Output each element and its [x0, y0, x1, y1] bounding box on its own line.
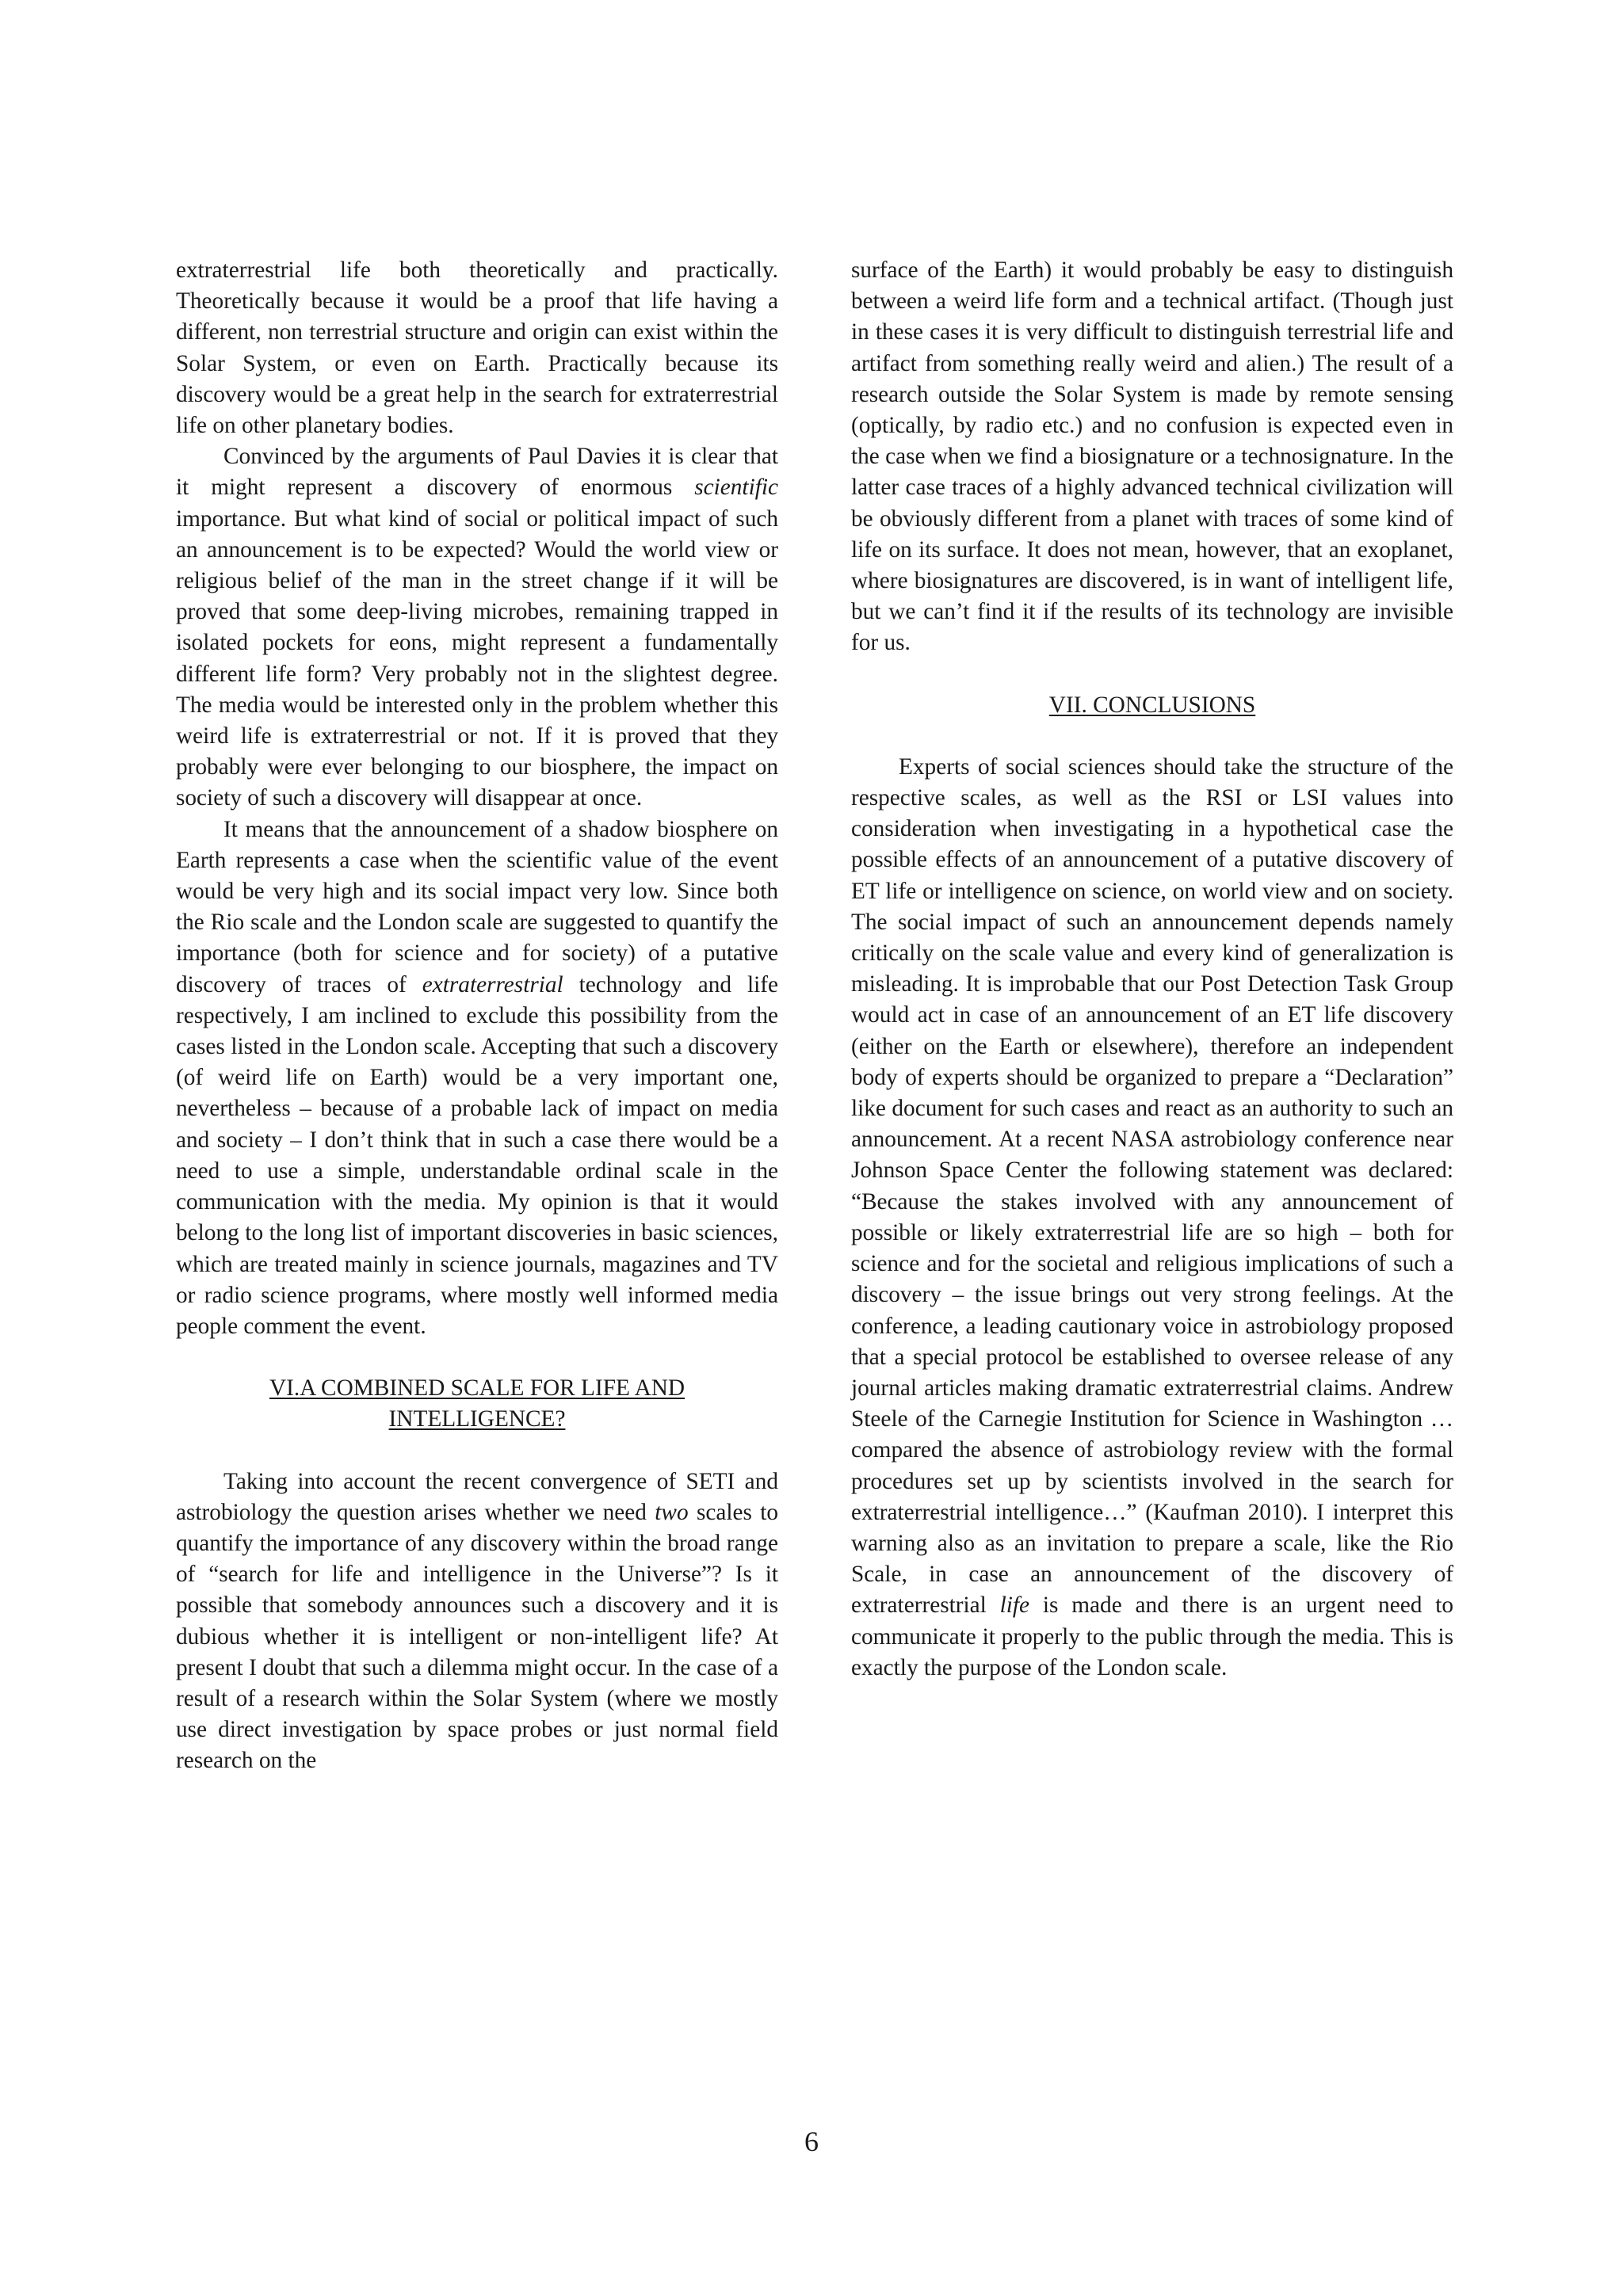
text-run: Taking into account the recent convergence of SETI and astrobiology the question arises whether we need — [176, 1468, 778, 1525]
paragraph-continued: surface of the Earth) it would probably be easy to distinguish between a weird life form and a technical artifact. (Though just in these cases it is very difficult to distinguish terrestrial life and artifact from something really weird and alien.) The result of a research outside the Solar System is made by remote sensing (optically, by radio etc.) and no confusion is expected even in the case when we find a biosignature or a technosignature. In the latter case traces of a highly advanced technical civilization will be obviously different from a planet with traces of some kind of life on its surface. It does not mean, however, that an exoplanet, where biosignatures are discovered, is in want of intelligent life, but we can’t find it if the results of its technology are invisible for us. — [851, 257, 1453, 656]
emphasis-two: two — [655, 1499, 689, 1525]
emphasis-scientific: scientific — [694, 475, 778, 501]
paragraph-continued: extraterrestrial life both theoretically and practically. Theoretically because it would be a proof that life having a different, non terrestrial structure and origin can exist within the Solar System, or even on Earth. Practically because its discovery would be a great help in the search for extraterrestrial life on other planetary bodies. — [176, 257, 778, 439]
paragraph-convergence — [176, 1466, 778, 1777]
text-run: technology and life respectively, I am inclined to exclude this possibility from the cases listed in the London scale. Accepting that such a discovery (of weird life on Earth) would be a very important one, nevertheless – because of a probable lack of impact on media and society – I don’t think that in such a case there would be a need to use a simple, understandable ordinal scale in the communication with the media. My opinion is that it would belong to the long list of important discoveries in basic sciences, which are treated mainly in science journals, magazines and TV or radio science programs, where mostly well informed media people comment the event. — [176, 971, 778, 1339]
text-run: Experts of social sciences should take the structure of the respective scales, as well as the RSI or LSI values into consideration when investigating in a hypothetical case the possible effects of an announcement of a putative discovery of ET life or intelligence on science, on world view and on society. The social impact of such an announcement depends namely critically on the scale value and every kind of generalization is misleading. It is improbable that our Post Detection Task Group would act in case of an announcement of an ET life discovery (either on the Earth or elsewhere), therefore an independent body of experts should be organized to prepare a “Declaration” like document for such cases and react as an authority to such an announcement. At a recent NASA astrobiology conference near Johnson Space Center the following statement was declared: “Because the stakes involved with any announcement of possible or likely extraterrestrial life are so high – both for science and for the societal and religious implications of such a discovery – the issue brings out very strong feelings. At the conference, a leading cautionary voice in astrobiology proposed that a special protocol be established to oversee release of any journal articles making dramatic extraterrestrial claims. Andrew Steele of the Carnegie Institution for Science in Washington … compared the absence of astrobiology review with the formal procedures set up by scientists involved in the search for extraterrestrial intelligence…” (Kaufman 2010). I interpret this warning also as an invitation to prepare a scale, like the Rio Scale, in case an announcement of the discovery of extraterrestrial — [851, 753, 1453, 1619]
page-number: 6 — [804, 2126, 819, 2157]
text-run: Convinced by the arguments of Paul Davies it is clear that it might represent a discovery of enormous — [176, 444, 778, 501]
paragraph-davies — [176, 441, 778, 814]
left-column — [176, 255, 778, 1777]
text-run: is made and there is an urgent need to communicate it properly to the public through the media. This is exactly the purpose of the London scale. — [851, 1592, 1453, 1680]
text-run: scales to quantify the importance of any discovery within the broad range of “search for life and intelligence in the Universe”? Is it possible that somebody announces such a discovery and it is dubious whether it is intelligent or non-intelligent life? At present I doubt that such a dilemma might occur. In the case of a result of a research within the Solar System (where we mostly use direct investigation by space probes or just normal field research on the — [176, 1499, 778, 1774]
section-heading-conclusions — [851, 690, 1453, 721]
text-run: importance. But what kind of social or political impact of such an announcement is to be expected? Would the world view or religious belief of the man in the street change if it will be proved that some deep-living microbes, remaining trapped in isolated pockets for eons, might represent a fundamentally different life form? Very probably not in the slightest degree. The media would be interested only in the problem whether this weird life is extraterrestrial or not. If it is proved that they probably were ever belonging to our biosphere, the impact on society of such a discovery will disappear at once. — [176, 505, 778, 811]
paragraph-shadow-biosphere — [176, 814, 778, 1342]
emphasis-extraterrestrial: extraterrestrial — [422, 971, 563, 997]
heading-line: VI.A COMBINED SCALE FOR LIFE AND — [269, 1375, 685, 1402]
emphasis-life: life — [999, 1592, 1030, 1619]
right-column — [851, 255, 1453, 1684]
heading-line: INTELLIGENCE? — [388, 1406, 566, 1432]
section-heading-combined-scale — [176, 1373, 778, 1435]
paragraph-conclusions — [851, 752, 1453, 1684]
heading-line: VII. CONCLUSIONS — [1048, 692, 1256, 718]
text-run: It means that the announcement of a shadow biosphere on Earth represents a case when the scientific value of the event would be very high and its social impact very low. Since both the Rio scale and the London scale are suggested to quantify the importance (both for science and for society) of a putative discovery of traces of — [176, 816, 778, 997]
